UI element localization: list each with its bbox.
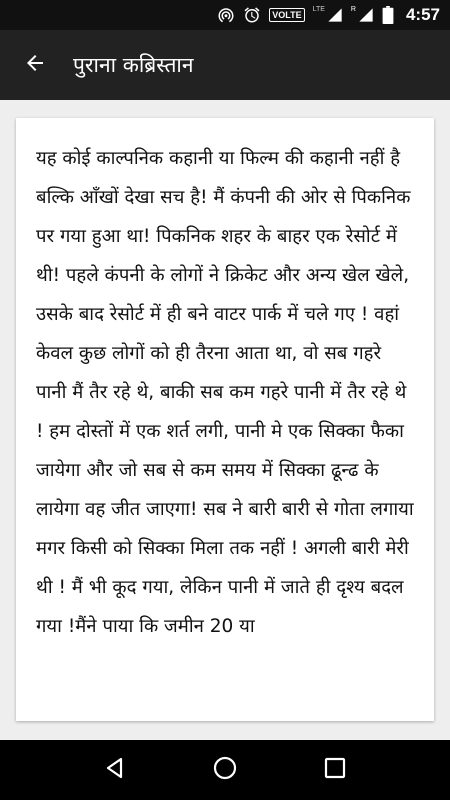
status-icons — [217, 0, 440, 30]
status-bar — [0, 0, 450, 30]
alarm-icon — [243, 6, 261, 24]
lte-label: LTE — [312, 5, 325, 13]
nav-back-button[interactable] — [90, 745, 140, 795]
story-text: यह कोई काल्पनिक कहानी या फिल्म की कहानी नहीं है बल्कि आँखों देखा सच है! मैं कंपनी की ओर से पिकनिक पर गया हुआ था! पिकनिक शहर के बाहर एक रेसोर्ट में थी! पहले कंपनी के लोगों ने क्रिकेट और अन्य खेल खेले, उसके बाद रेसोर्ट में ही बने वाटर पार्क में चले गए ! वहां केवल कुछ लोगों को ही तैरना आता था, वो सब गहरे पानी मैं तैर रहे थे, बाकी सब कम गहरे पानी में तैर रहे थे ! हम दोस्तों में एक शर्त लगी, पानी मे एक सिक्का फैका जायेगा और जो सब से कम समय में सिक्का ढून्ढ के लायेगा वह जीत जाएगा! सब ने बारी बारी से गोता लगाया मगर किसी को सिक्का मिला तक नहीं ! अगली बारी मेरी थी ! मैं भी कूद गया, लेकिन पानी में जाते ही दृश्य बदल गया !मैंने पाया कि जमीन 20 या — [36, 148, 414, 637]
signal-icon — [327, 7, 343, 23]
clock: 4:57 — [405, 5, 440, 24]
app-bar — [0, 30, 450, 100]
roaming-label: R — [350, 5, 356, 13]
hotspot-icon — [217, 6, 235, 24]
nav-home-button[interactable] — [200, 745, 250, 795]
story-card[interactable] — [16, 118, 434, 721]
wifi-signal-icon — [358, 7, 374, 23]
volte-badge: VOLTE — [269, 8, 304, 22]
back-triangle-icon — [103, 756, 127, 784]
home-circle-icon — [212, 755, 238, 785]
page-title: पुराना कब्रिस्तान — [73, 53, 194, 77]
nav-recents-button[interactable] — [310, 745, 360, 795]
recents-square-icon — [324, 757, 346, 783]
back-button[interactable] — [17, 47, 53, 83]
arrow-back-icon — [23, 51, 47, 79]
navigation-bar — [0, 740, 450, 800]
battery-icon — [382, 6, 394, 24]
